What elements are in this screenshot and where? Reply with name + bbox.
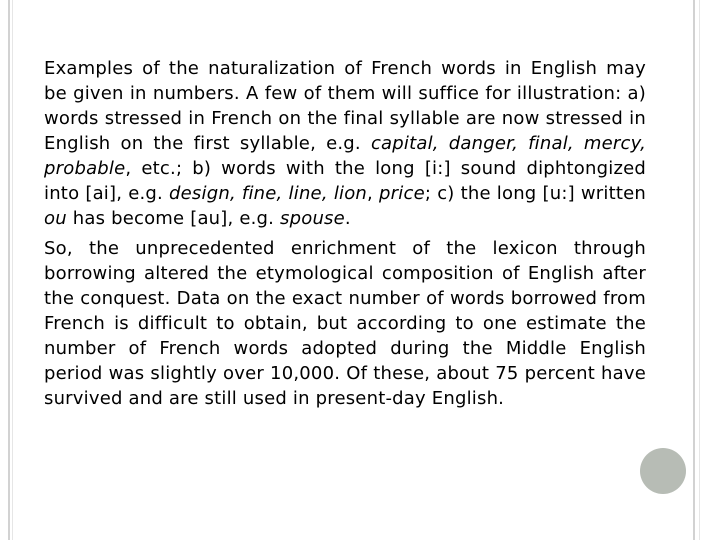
paragraph1-text-2: , etc.; b) words with the long [i:] sound diphtongized into [ai], e.g. — [44, 158, 646, 204]
right-border-line-inner — [699, 0, 700, 540]
paragraph1-example-spouse: spouse — [280, 208, 345, 229]
paragraph-naturalization — [44, 56, 646, 231]
right-border-line — [693, 0, 695, 540]
paragraph1-example-stress: capital, danger, final, mercy, probable — [44, 133, 647, 179]
paragraph1-example-ou: ou — [44, 208, 67, 229]
paragraph1-example-price: price — [379, 183, 425, 204]
decorative-circle — [640, 448, 686, 494]
left-border-line-inner — [12, 0, 13, 540]
slide-body — [44, 56, 646, 416]
left-border-line — [8, 0, 10, 540]
paragraph1-text-1: Examples of the naturalization of French words in English may be given in numbers. A few of them will suffice for illustration: a) words stressed in French on the final syllable are now stressed in English on the first syllable, e.g. — [44, 58, 646, 154]
paragraph-enrichment: So, the unprecedented enrichment of the lexicon through borrowing altered the etymological composition of English after the conquest. Data on the exact number of words borrowed from French is difficult to obtain, but according to one estimate the number of French words adopted during the Middle English period was slightly over 10,000. Of these, about 75 percent have survived and are still used in present-day English. — [44, 238, 646, 409]
paragraph1-text-5: has become [au], e.g. — [66, 208, 281, 229]
paragraph1-text-3: , — [367, 183, 380, 204]
paragraph1-text-6: . — [344, 208, 351, 229]
paragraph1-example-diphthong: design, fine, line, lion — [169, 183, 368, 204]
paragraph1-text-4: ; c) the long [u:] written — [424, 183, 647, 204]
